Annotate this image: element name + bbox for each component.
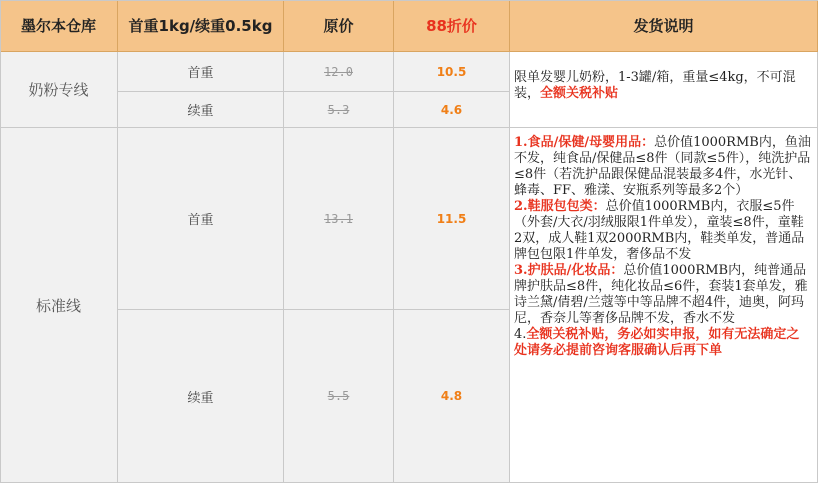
milk-first-discount-price: 10.5 bbox=[394, 52, 510, 92]
standard-first-discount-price: 11.5 bbox=[394, 128, 510, 310]
milk-shipping-notes bbox=[510, 52, 818, 128]
notes-food-text: 总价值1000RMB内，鱼油不发，纯食品/保健品≤8件（同款≤5件），纯洗护品≤8件（若洗护品跟保健品混装最多4件，水光针、蜂毒、FF、雅漾、安瓶系列等最多2个） bbox=[514, 135, 811, 198]
standard-cont-original-price-value: 5.5 bbox=[327, 389, 350, 403]
standard-cont-discount-price: 4.8 bbox=[394, 310, 510, 483]
standard-cont-original-price bbox=[284, 310, 394, 483]
milk-notes-text: 限单发婴儿奶粉，1-3罐/箱，重量≤4kg，不可混装， bbox=[514, 70, 796, 101]
standard-cont-weight-label: 续重 bbox=[118, 310, 284, 483]
notes-skincare-title: 3.护肤品/化妆品： bbox=[514, 263, 624, 278]
notes-food-title: 1.食品/保健/母婴用品： bbox=[514, 135, 655, 150]
milk-cont-original-price bbox=[284, 92, 394, 128]
header-warehouse: 墨尔本仓库 bbox=[0, 0, 118, 52]
milk-notes-tax-subsidy: 全额关税补贴 bbox=[540, 86, 619, 101]
notes-tax-prefix: 4. bbox=[514, 327, 527, 342]
standard-first-original-price-value: 13.1 bbox=[324, 211, 353, 226]
milk-cont-discount-price: 4.6 bbox=[394, 92, 510, 128]
notes-skincare-text: 总价值1000RMB内，纯普通品牌护肤品≤8件，纯化妆品≤6件，套装1套单发，雅诗兰黛/倩碧/兰蔻等中等品牌不超4件，迪奥，阿玛尼，香奈儿等奢侈品牌不发，香水不发 bbox=[514, 263, 808, 326]
notes-tax-warning: 全额关税补贴，务必如实申报，如有无法确定之处请务必提前咨询客服确认后再下单 bbox=[514, 327, 800, 358]
notes-apparel-text: 总价值1000RMB内，衣服≤5件（外套/大衣/羽绒服限1件单发），童装≤8件，童鞋2双，成人鞋1双2000RMB内，鞋类单发，普通品牌包包限1件单发，奢侈品不发 bbox=[514, 199, 805, 262]
milk-cont-weight-label: 续重 bbox=[118, 92, 284, 128]
milk-first-original-price-value: 12.0 bbox=[324, 64, 353, 79]
standard-shipping-notes bbox=[510, 128, 818, 483]
notes-apparel-title: 2.鞋服包包类： bbox=[514, 199, 606, 214]
standard-first-original-price bbox=[284, 128, 394, 310]
milk-cont-original-price-value: 5.3 bbox=[327, 102, 350, 117]
header-discount-price: 88折价 bbox=[394, 0, 510, 52]
standard-first-weight-label: 首重 bbox=[118, 128, 284, 310]
header-original-price: 原价 bbox=[284, 0, 394, 52]
header-shipping-notes: 发货说明 bbox=[510, 0, 818, 52]
category-standard-line: 标准线 bbox=[0, 128, 118, 483]
category-milk-powder: 奶粉专线 bbox=[0, 52, 118, 128]
milk-first-weight-label: 首重 bbox=[118, 52, 284, 92]
header-weight: 首重1kg/续重0.5kg bbox=[118, 0, 284, 52]
milk-first-original-price bbox=[284, 52, 394, 92]
